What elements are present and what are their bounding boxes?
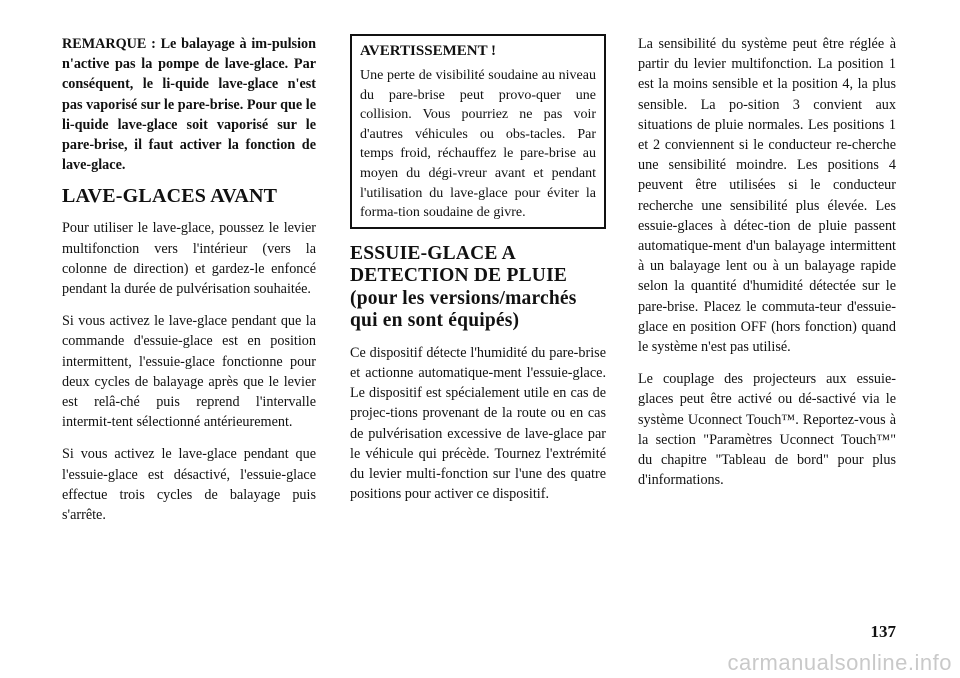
column-middle bbox=[350, 34, 606, 516]
section-heading-essuie-glace: ESSUIE-GLACE A DETECTION DE PLUIE (pour les versions/marchés qui en sont équipés) bbox=[350, 242, 577, 332]
paragraph: Le couplage des projecteurs aux essuie-glaces peut être activé ou dé-sactivé via le système Uconnect Touch™. Reportez-vous à la section "Paramètres Uconnect Touch™" du chapitre "Tableau de bord" pour plus d'informations. bbox=[638, 371, 896, 489]
column-left bbox=[62, 34, 316, 537]
paragraph: Si vous activez le lave-glace pendant que l'essuie-glace est désactivé, l'essuie-glace effectue trois cycles de balayage puis s'arrête. bbox=[62, 446, 316, 524]
section-heading-lave-glaces: LAVE-GLACES AVANT bbox=[62, 185, 278, 208]
paragraph: Ce dispositif détecte l'humidité du pare-brise et actionne automatique-ment l'essuie-glace. Le dispositif est spécialement utile en cas de projec-tions provenant de la route ou en cas de pulvérisation excessive de lave-glace par le véhicule qui précède. Tournez l'extrémité du levier multi-fonction sur l'une des quatre positions pour activer ce dispositif. bbox=[350, 344, 606, 503]
paragraph: La sensibilité du système peut être réglée à partir du levier multifonction. La position 1 est la moins sensible et la position 4, la plus sensible. La po-sition 3 convient aux situations de pluie normales. Les positions 1 et 2 conviennent si le conducteur re-cherche une sensibilité moindre. Les positions 4 peuvent être utilisées si le conducteur recherche une sensibilité plus élevée. Les essuie-glaces à détec-tion de pluie passent automatique-ment d'un balayage intermittent à un balayage lent ou à un balayage rapide selon la quantité d'humidité détectée sur le pare-brise. Placez le commuta-teur d'essuie-glace en position OFF (hors fonction) quand le système n'est pas utilisé. bbox=[638, 36, 896, 356]
warning-box bbox=[350, 34, 606, 229]
paragraph: Pour utiliser le lave-glace, poussez le levier multifonction vers l'intérieur (vers la colonne de direction) et gardez-le enfoncé pendant la durée de pulvérisation souhaitée. bbox=[62, 220, 316, 298]
paragraph: Si vous activez le lave-glace pendant que la commande d'essuie-glace est en position intermittent, l'essuie-glace fonctionne pour deux cycles de balayage après que le levier est relâ-ché puis reprend l'intervalle intermit-tent sélectionné antérieurement. bbox=[62, 313, 316, 431]
column-right bbox=[638, 34, 896, 502]
page-number: 137 bbox=[870, 622, 896, 641]
remarque-note: REMARQUE : Le balayage à im-pulsion n'active pas la pompe de lave-glace. Par conséquent, le li-quide lave-glace n'est pas vaporisé sur le pare-brise. Pour que le li-quide lave-glace soit vaporisé sur le pare-brise, il faut activer la fonction de lave-glace. bbox=[62, 36, 316, 174]
warning-title: AVERTISSEMENT ! bbox=[360, 43, 497, 59]
watermark: carmanualsonline.info bbox=[727, 650, 952, 675]
warning-text: Une perte de visibilité soudaine au niveau du pare-brise peut provo-quer une collision. Vous pourriez ne pas voir d'autres véhicules ou obs-tacles. Par temps froid, réchauffez le pare-brise au moyen du dégi-vreur avant et pendant l'utilisation du lave-glace pour éviter la forma-tion soudaine de givre. bbox=[360, 68, 596, 221]
